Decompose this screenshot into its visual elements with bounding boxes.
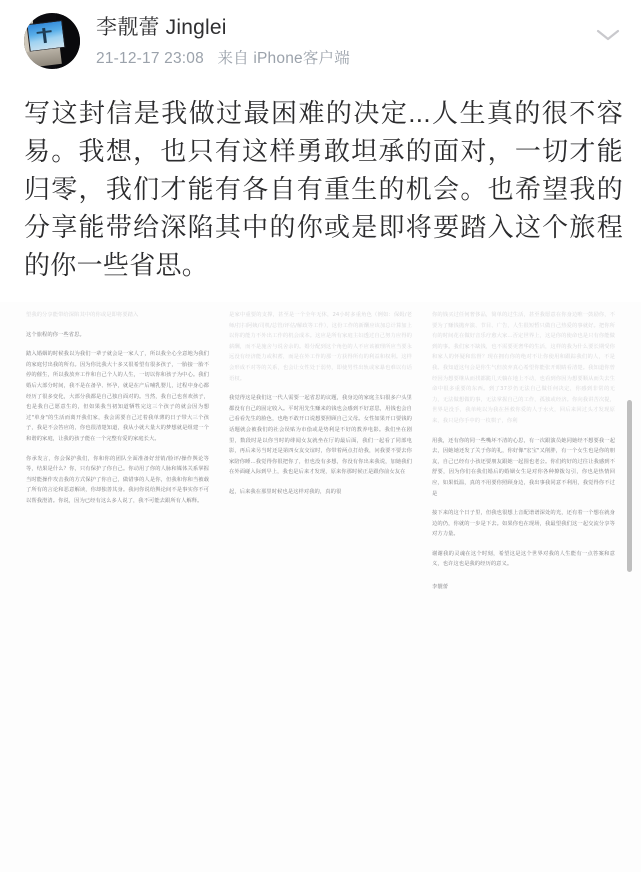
letter-paragraph: 起，后来我在那里时候也是这样对我的，真的很	[229, 488, 342, 495]
letter-paragraph: 你承发言，你会保护我们，你和你的团队全面准备好营销/脸评/操作舆论等等，结果是什么？你，只有保护了你自己。你动用了你的人脉和媒体关系掌握当时能操作攻击我的方式保护了你自己，做错事的人是你，但我和你和当被载了所有的言论和恶意解读，你却独善其身。我问你说给舆论间不是事实你不可以帮我澄清。你说，因为已经有这么多人说了，我不可能去跟所有人解释。	[26, 455, 209, 504]
letter-paragraph: 这个旅程的你一些省思。	[26, 331, 85, 338]
chevron-down-icon	[595, 27, 621, 43]
post-timestamp: 21-12-17 23:08	[96, 50, 204, 67]
letter-column-1	[26, 310, 209, 516]
letter-paragraph: 望我的分享能带给深陷其中的你或是即将要踏入	[26, 312, 139, 318]
letter-paragraph: 我觉得这是我们这一代人需要一起省思的议题，我身边的家庭主妇很多户头里都没有自己的固定收入。平时用先生赚来的钱也会感到不好意思，用钱也会自己看看先生的脸色，也绝不敢开口说想要照顾自己父母。女性如果开口要钱的话题就会被我们的社会误贴为市侩或是势利是不好的教养电影。我们坐在剧里，数段时是以你当时的绯闻女友就坐在厅的最后面，我们一起看了同部电影，再后来另当时还是第四女友交谊时，你带着两点打给我，问我要不要去你家陪你睡...我觉得你很把你了，但也没有多想，你没有你出来我说，加她我们在外面碰入际到早上，我也是后来才发现，原来你那时候正是跟你前女友在	[229, 395, 412, 476]
post-content-text: 写这封信是我做过最困难的决定...人生真的很不容易。我想，也只有这样勇敢坦承的面对，一切才能归零，我们才能有各自有重生的机会。也希望我的分享能带给深陷其中的你或是即将要踏入这个旅程的你一些省思。	[24, 98, 623, 280]
post-header	[0, 0, 641, 78]
letter-paragraph: 接下来的这个日子里，但我也很想上音配谱谱深处的光，还有着一个想在就身边的仍，你就的一步是下去。如果你也在现场，我最望我们这一起交流分享等对方力量。	[432, 510, 615, 538]
post-source[interactable]: 来自 iPhone客户端	[217, 50, 350, 67]
letter-paragraph: 是家中重要的支撑，甚至是一个全年无休，24小时多重角色（例如：保姆/老师/打扫阿姨/司机/总管/评估/解政等工作），这份工作的新酬应该加总计算加上以你的能力不外出工作的机会成本。这应是所有家庭主妇透过自己努力应得的薪酬，而不是施舍与说舍余的。婚分配到这个角色的人不应该被理所应当要永远没有经济能力或积蓄，而是在外工作的那一方获得所有的利益和权利。这样会形成不对等的关系，也会让女性处于弱势，即使男性出轨或家暴也难以有话语权。	[229, 312, 412, 382]
letter-columns	[26, 310, 615, 602]
expand-menu-button[interactable]	[591, 22, 625, 48]
letter-paragraph: 踏入婚姻的时候我以为我们一辈子就会是一家人了，所以我全心全意地为我们的家庭付出我的所有。因为你比我大十多又很希望有很多孩子，一胎接一胎不停的催生，所以我放弃工作和自己个人的人生，一切以你和孩子为中心。我们婚后大部分时间，我不是在备孕、怀孕，就是在产后哺乳婴儿，过程中身心都经历了很多变化，大部分我都是自己独自面对的。当然，我自己也喜欢孩子，也是我自己愿意生的，但如果我当初知道牺牲完这三个孩子的就会因为想过"单身"的生活而离开我们家，我会需要自己过着我单薄的日子带大三个孩子，我是不会答应的，你也很清楚知道，我从小就大量大的梦想就是组建一个和谐的家庭，让我的孩子能在一个完整有爱的家庭长大。	[26, 351, 209, 442]
letter-column-3	[432, 310, 615, 602]
author-name[interactable]: 李靓蕾 Jinglei	[96, 16, 227, 39]
post-header-meta	[96, 13, 350, 69]
letter-paragraph: 谢谢我的灵魂在这个时刻，希望这是这个世界对我的人生能有一点答案和意义，也许这也是我的经历的意义。	[432, 550, 615, 568]
letter-paragraph: 用我，还有你的同一些嘴坏不清的心思，有一次跟演员她同她经不想要我一起去，因她她还发了关于你的礼，你好像"宏宝"又削胖，有一个女生也是你的朋友，自己已经有小孩还要朋友跟她一起围也老公。你们约好的过往让我感到不舒要，因为你们在我们婚后的婚姻女生是对你各种撩拨勾引，你也是热情回应，如果低温，真的不用要你照顾身边，我出事我同意不利用，我觉得你不过是	[432, 437, 615, 497]
letter-signature: 李靓蕾	[432, 584, 449, 591]
letter-column-2	[229, 310, 412, 507]
avatar[interactable]	[24, 13, 80, 69]
letter-image-attachment[interactable]	[0, 302, 641, 872]
avatar-phone-screen	[27, 20, 66, 52]
post-meta-line	[96, 49, 350, 69]
letter-paragraph: 你的钱买过任何奢侈品，简单的过生活，甚至我愿意在你身边唯一鼓励你，不要为了赚钱抛弃演、节目、广告，人生很短暂只做自己热爱的事就好。把你所有的时间花在做好音乐疗愈大家...否定世界上，这是你的使命也是只有你能做到的事。我们家不缺钱，也不需要更奢华的生活，这样的我为什么要长期受你和家人的怀疑和监督？现在拥有你的绝对不让你使用和跟踪我们的人，不是我。我知道这句会是你生气但放弃真心希望你能张开眼睛看清楚。我知道你曾经因为想要继从而找都跪几天躺在地上不动，也看到你因为想要顺从而失去生命中很多重要的东西。到了37岁仍无法自己做任何决定，你感到非常的无力，无法做想做的事，无法掌握自己的工作，孤独或经济。你向我讲苦次提，世界是没手，我单纯以为我在拯救你爱的人于水火，回后来回过头才发现原来，我只是你手中的一枚棋子，你利	[432, 312, 615, 424]
scrollbar-track[interactable]	[629, 0, 637, 872]
scrollbar-thumb[interactable]	[627, 400, 632, 572]
